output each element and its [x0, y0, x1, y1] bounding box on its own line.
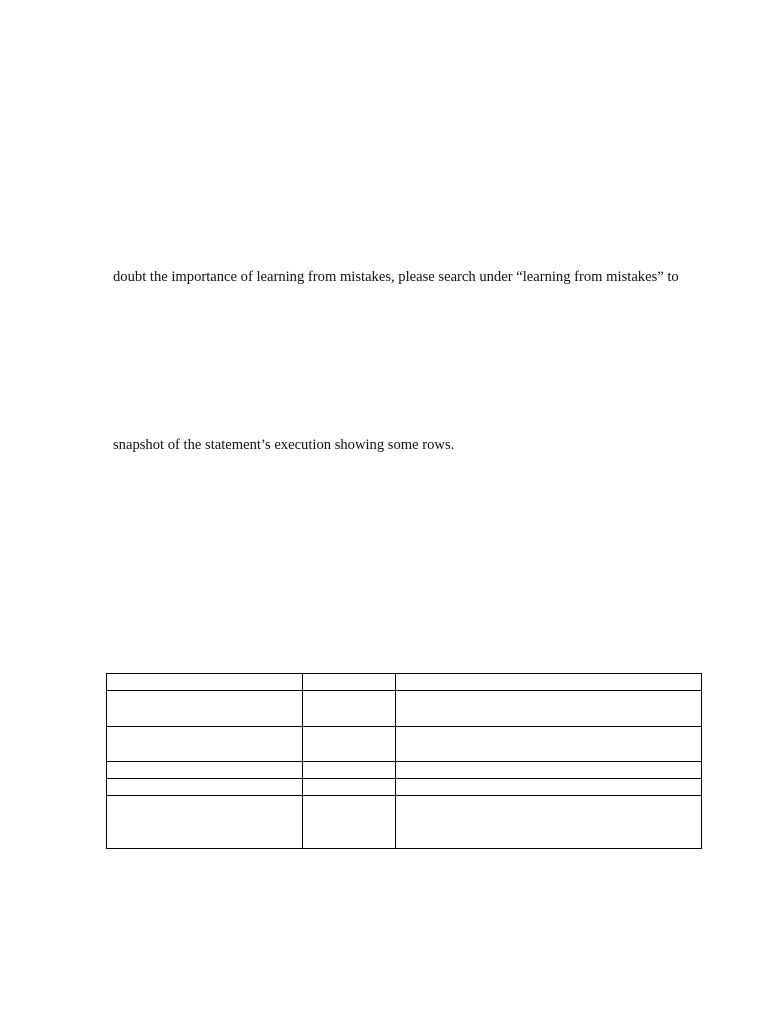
table-cell	[396, 691, 702, 727]
table-cell	[107, 727, 303, 762]
table-row	[107, 691, 702, 727]
table-cell	[303, 674, 396, 691]
body-text-line: snapshot of the statement’s execution showing some rows.	[113, 437, 455, 453]
table-cell	[107, 674, 303, 691]
table-cell	[303, 762, 396, 779]
table-cell	[107, 779, 303, 796]
table-cell	[303, 779, 396, 796]
table-cell	[107, 691, 303, 727]
table-row	[107, 674, 702, 691]
table-cell	[396, 796, 702, 849]
table-cell	[396, 674, 702, 691]
data-table	[106, 673, 702, 849]
table-cell	[107, 796, 303, 849]
table-cell	[303, 796, 396, 849]
table-cell	[303, 727, 396, 762]
table-cell	[303, 691, 396, 727]
table-row	[107, 796, 702, 849]
table-cell	[396, 779, 702, 796]
table-row	[107, 762, 702, 779]
table-cell	[396, 762, 702, 779]
table-row	[107, 779, 702, 796]
body-text-line: doubt the importance of learning from mistakes, please search under “learning from mistakes” to	[113, 269, 679, 285]
table-cell	[396, 727, 702, 762]
table-row	[107, 727, 702, 762]
table-cell	[107, 762, 303, 779]
